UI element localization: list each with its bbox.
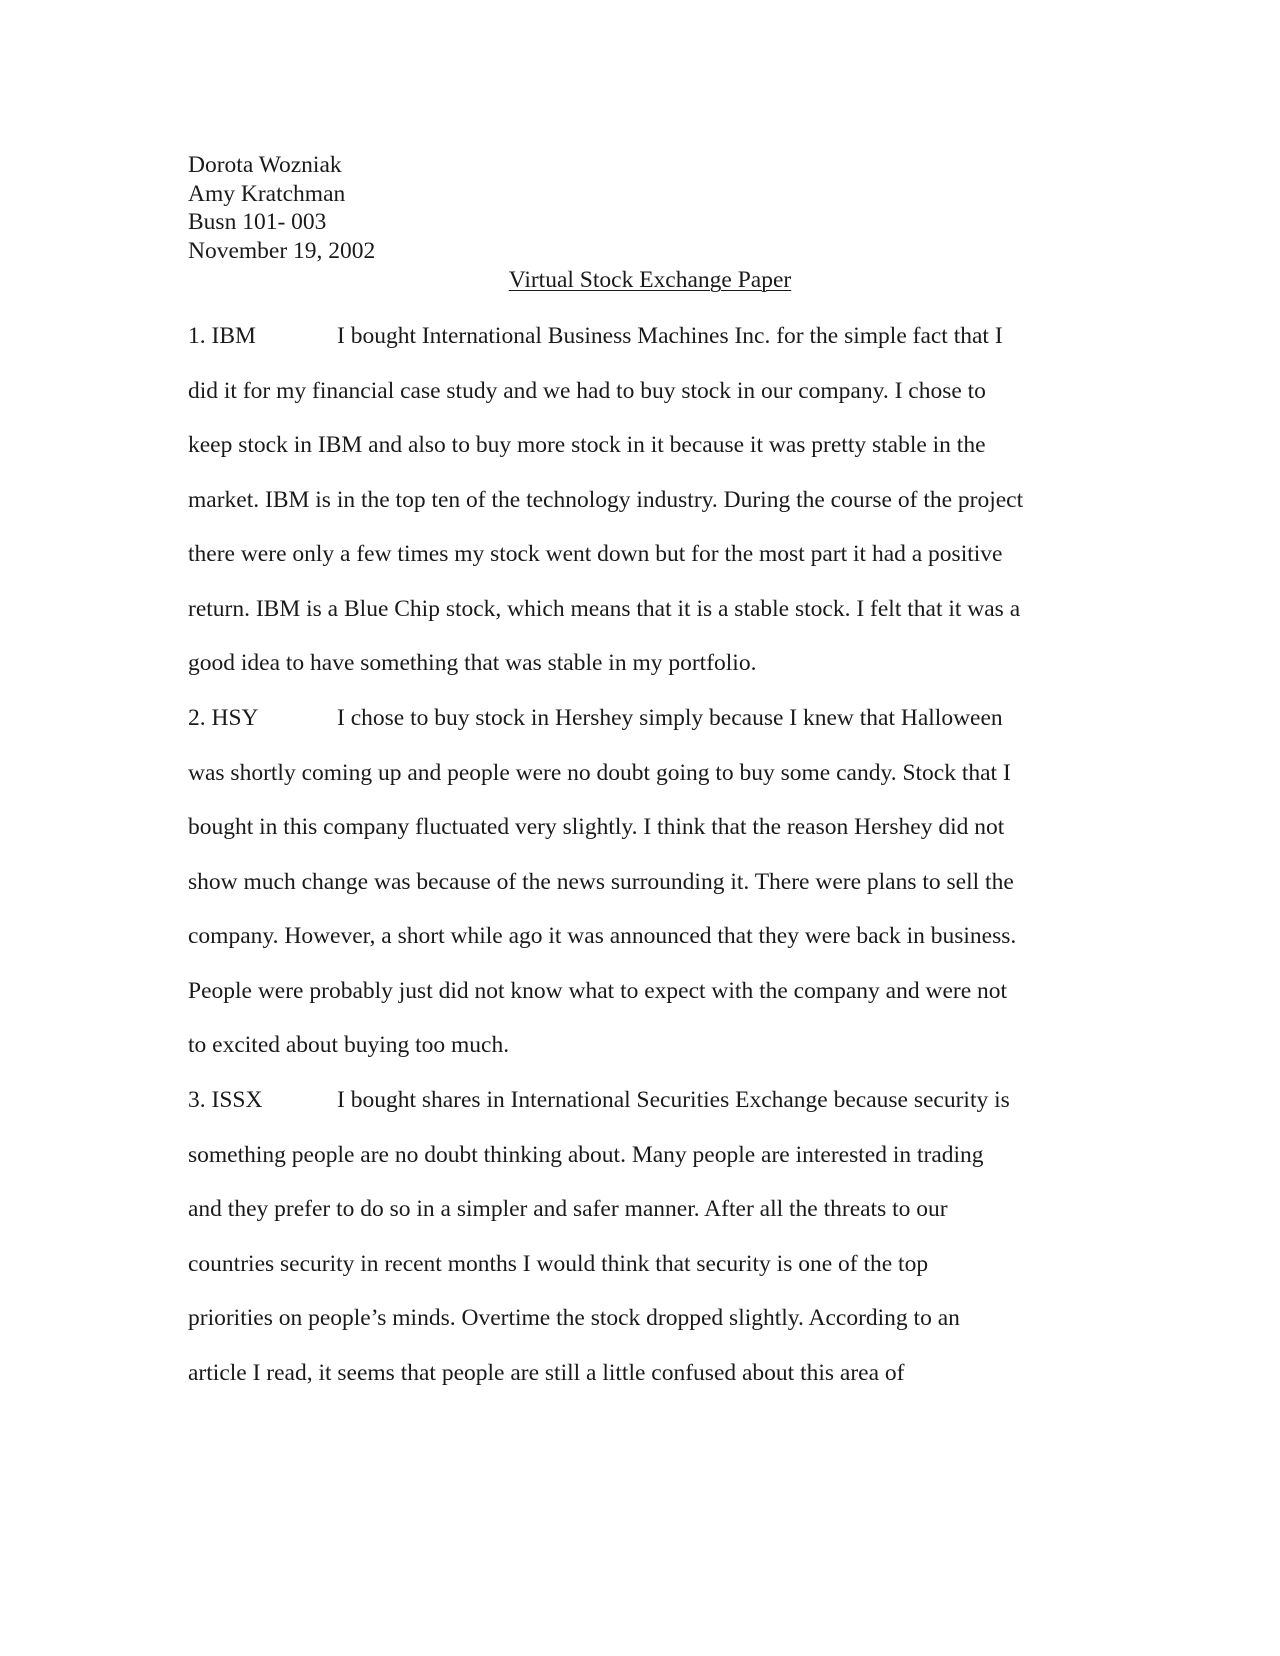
body-text-line: good idea to have something that was stable in my portfolio. (188, 650, 757, 676)
section-hsy-line-1 (188, 704, 1003, 732)
body-text-line: was shortly coming up and people were no doubt going to buy some candy. Stock that I (188, 760, 1011, 786)
document-date: November 19, 2002 (188, 238, 376, 265)
body-text-line: priorities on people’s minds. Overtime the stock dropped slightly. According to an (188, 1305, 960, 1331)
section-label-hsy: 2. HSY (188, 705, 259, 731)
body-text-line: did it for my financial case study and we had to buy stock in our company. I chose to (188, 378, 986, 404)
body-text-line: return. IBM is a Blue Chip stock, which means that it is a stable stock. I felt that it was a (188, 596, 1021, 622)
body-text-line: show much change was because of the news surrounding it. There were plans to sell the (188, 869, 1014, 895)
body-text-line: bought in this company fluctuated very slightly. I think that the reason Hershey did not (188, 814, 1005, 840)
instructor-name: Amy Kratchman (188, 180, 346, 207)
course-code: Busn 101- 003 (188, 209, 327, 236)
section-issx-line-1 (188, 1086, 1010, 1114)
body-text-line: article I read, it seems that people are still a little confused about this area of (188, 1360, 905, 1386)
body-text-line: I bought shares in International Securities Exchange because security is (337, 1087, 1010, 1113)
body-text-line: countries security in recent months I would think that security is one of the top (188, 1251, 929, 1277)
body-text-line: company. However, a short while ago it was announced that they were back in business. (188, 923, 1017, 949)
document-header (188, 151, 375, 266)
body-text-line: I chose to buy stock in Hershey simply because I knew that Halloween (337, 705, 1003, 731)
body-text-line: I bought International Business Machines Inc. for the simple fact that I (337, 323, 1003, 349)
body-text-line: there were only a few times my stock went down but for the most part it had a positive (188, 541, 1003, 567)
body-text-line: keep stock in IBM and also to buy more stock in it because it was pretty stable in the (188, 432, 986, 458)
document-title-row (0, 266, 1280, 294)
body-text-line: something people are no doubt thinking about. Many people are interested in trading (188, 1142, 984, 1168)
body-text-line: market. IBM is in the top ten of the technology industry. During the course of the project (188, 487, 1024, 513)
body-text-line: and they prefer to do so in a simpler and safer manner. After all the threats to our (188, 1196, 948, 1222)
author-name: Dorota Wozniak (188, 152, 342, 178)
body-text-line: People were probably just did not know what to expect with the company and were not (188, 978, 1008, 1004)
body-text-line: to excited about buying too much. (188, 1032, 510, 1058)
section-label-ibm: 1. IBM (188, 323, 256, 349)
section-label-issx: 3. ISSX (188, 1087, 263, 1113)
document-title: Virtual Stock Exchange Paper (508, 267, 792, 293)
section-ibm-line-1 (188, 322, 1003, 350)
